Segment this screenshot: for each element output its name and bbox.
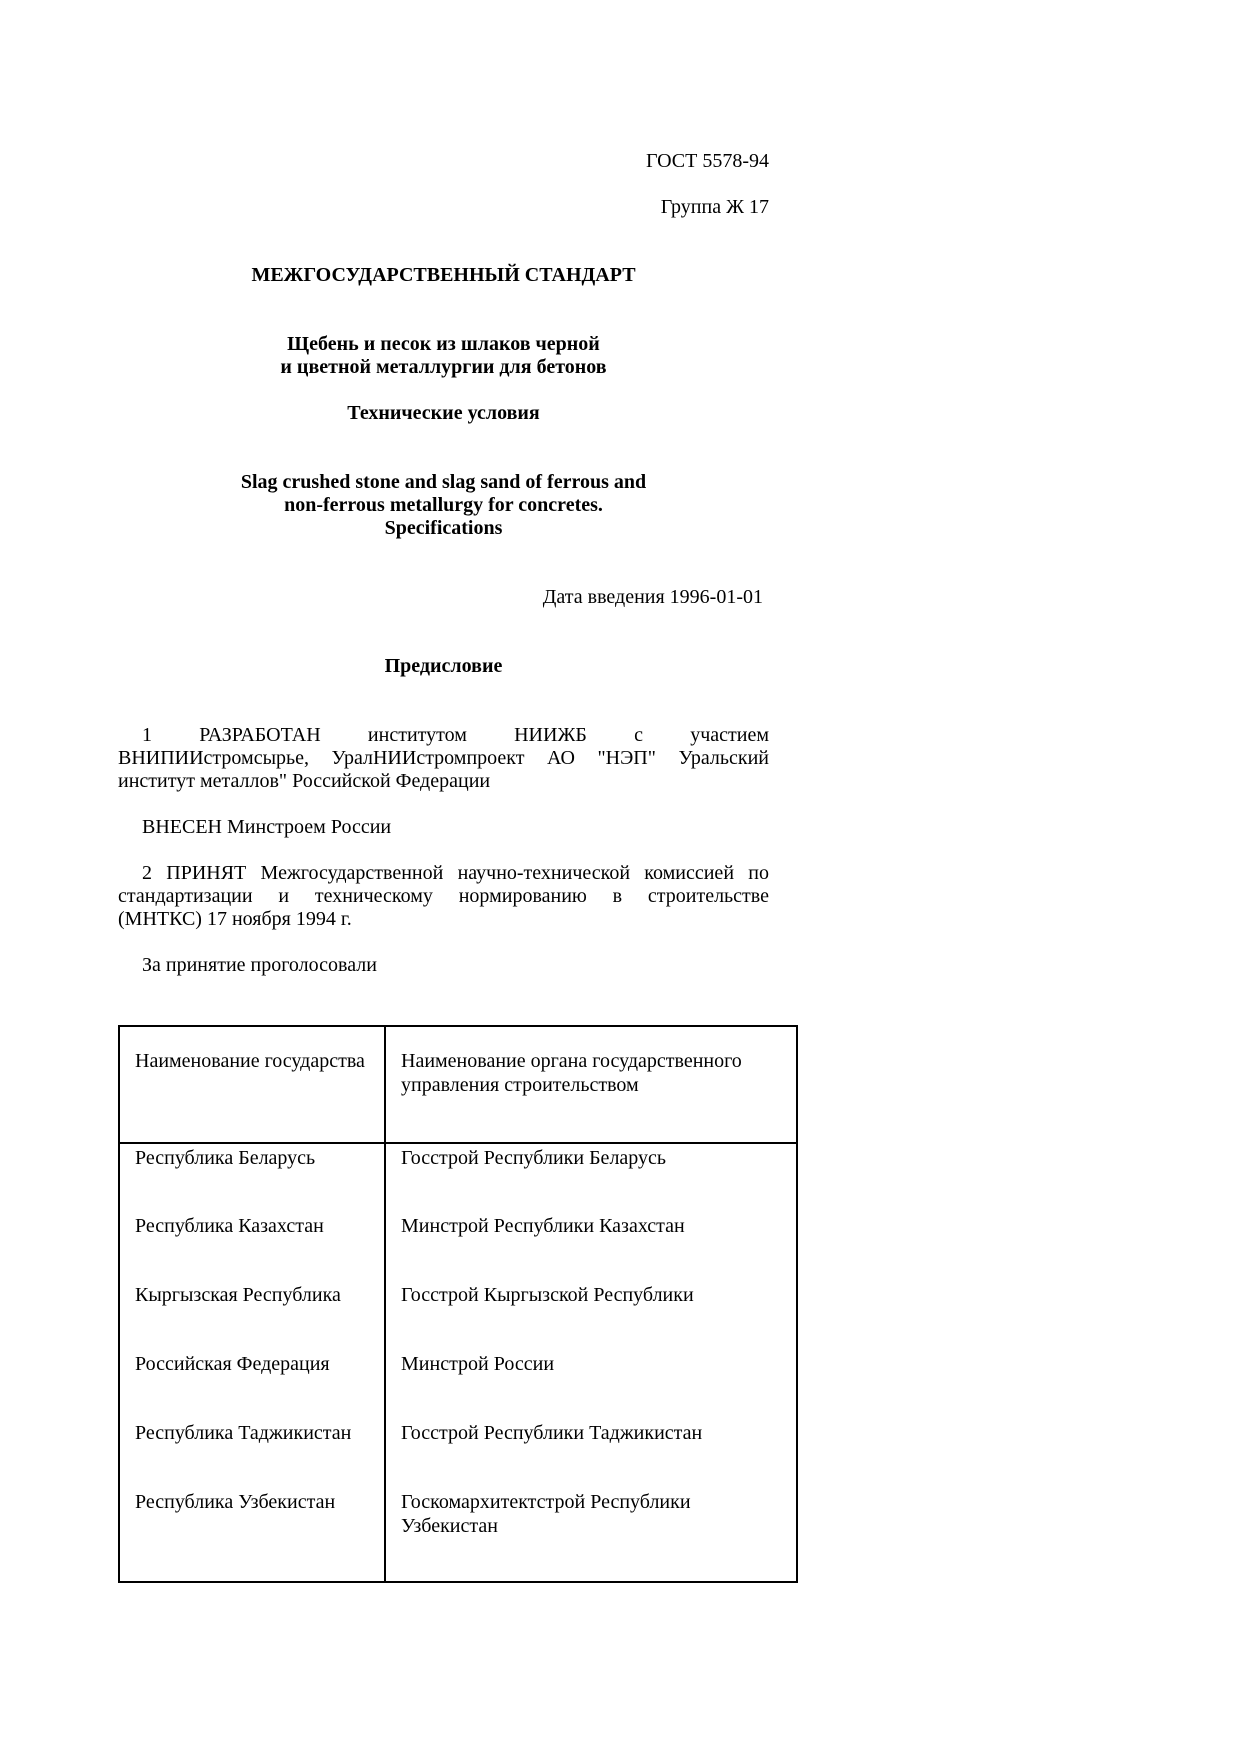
p3-line2: стандартизации и техническому нормированию в строительстве xyxy=(118,885,769,907)
title-en-line3: Specifications xyxy=(384,517,503,539)
p3-line1: 2 ПРИНЯТ Межгосударственной научно-технической комиссией по xyxy=(142,862,769,884)
table-header-row xyxy=(119,1026,797,1143)
p1-line3: институт металлов" Российской Федерации xyxy=(118,770,491,792)
p1-line1: 1 РАЗРАБОТАН институтом НИИЖБ с участием xyxy=(142,724,769,746)
preface-paragraph-2: ВНЕСЕН Минстроем России xyxy=(142,816,392,838)
preface-heading: Предисловие xyxy=(384,655,503,677)
table-row xyxy=(119,1488,797,1582)
gost-number: ГОСТ 5578-94 xyxy=(646,150,769,172)
preface-paragraph-3 xyxy=(118,862,769,931)
authority-cell: Госстрой Республики Таджикистан xyxy=(385,1419,797,1488)
authority-cell: Госстрой Кыргызской Республики xyxy=(385,1281,797,1350)
header-state: Наименование государства xyxy=(119,1026,385,1143)
table-row xyxy=(119,1143,797,1212)
state-cell: Республика Узбекистан xyxy=(119,1488,385,1582)
authority-cell: Госкомархитектстрой Республики Узбекистан xyxy=(385,1488,797,1582)
state-cell: Республика Таджикистан xyxy=(119,1419,385,1488)
subtitle-ru: Технические условия xyxy=(347,402,540,424)
p1-line2: ВНИПИИстромсырье, УралНИИстромпроект АО "НЭП" Уральский xyxy=(118,747,769,769)
table-row xyxy=(119,1281,797,1350)
p3-line3: (МНТКС) 17 ноября 1994 г. xyxy=(118,908,352,930)
standard-type-heading: МЕЖГОСУДАРСТВЕННЫЙ СТАНДАРТ xyxy=(251,264,636,286)
authority-cell: Минстрой России xyxy=(385,1350,797,1419)
title-ru-line2: и цветной металлургии для бетонов xyxy=(280,356,607,378)
authority-cell: Госстрой Республики Беларусь xyxy=(385,1143,797,1212)
table-row xyxy=(119,1419,797,1488)
table-row xyxy=(119,1212,797,1281)
table-row xyxy=(119,1350,797,1419)
title-en-line1: Slag crushed stone and slag sand of ferrous and xyxy=(240,471,647,493)
preface-paragraph-1 xyxy=(118,724,769,793)
preface-paragraph-4: За принятие проголосовали xyxy=(142,954,377,976)
title-ru-line1: Щебень и песок из шлаков черной xyxy=(287,333,600,355)
intro-date: Дата введения 1996-01-01 xyxy=(542,586,763,608)
state-cell: Кыргызская Республика xyxy=(119,1281,385,1350)
authority-cell: Минстрой Республики Казахстан xyxy=(385,1212,797,1281)
state-cell: Республика Казахстан xyxy=(119,1212,385,1281)
voting-states-table xyxy=(118,1025,798,1583)
group-code: Группа Ж 17 xyxy=(660,196,769,218)
title-en-line2: non-ferrous metallurgy for concretes. xyxy=(284,494,603,516)
header-authority: Наименование органа государственного управления строительством xyxy=(385,1026,797,1143)
state-cell: Республика Беларусь xyxy=(119,1143,385,1212)
state-cell: Российская Федерация xyxy=(119,1350,385,1419)
